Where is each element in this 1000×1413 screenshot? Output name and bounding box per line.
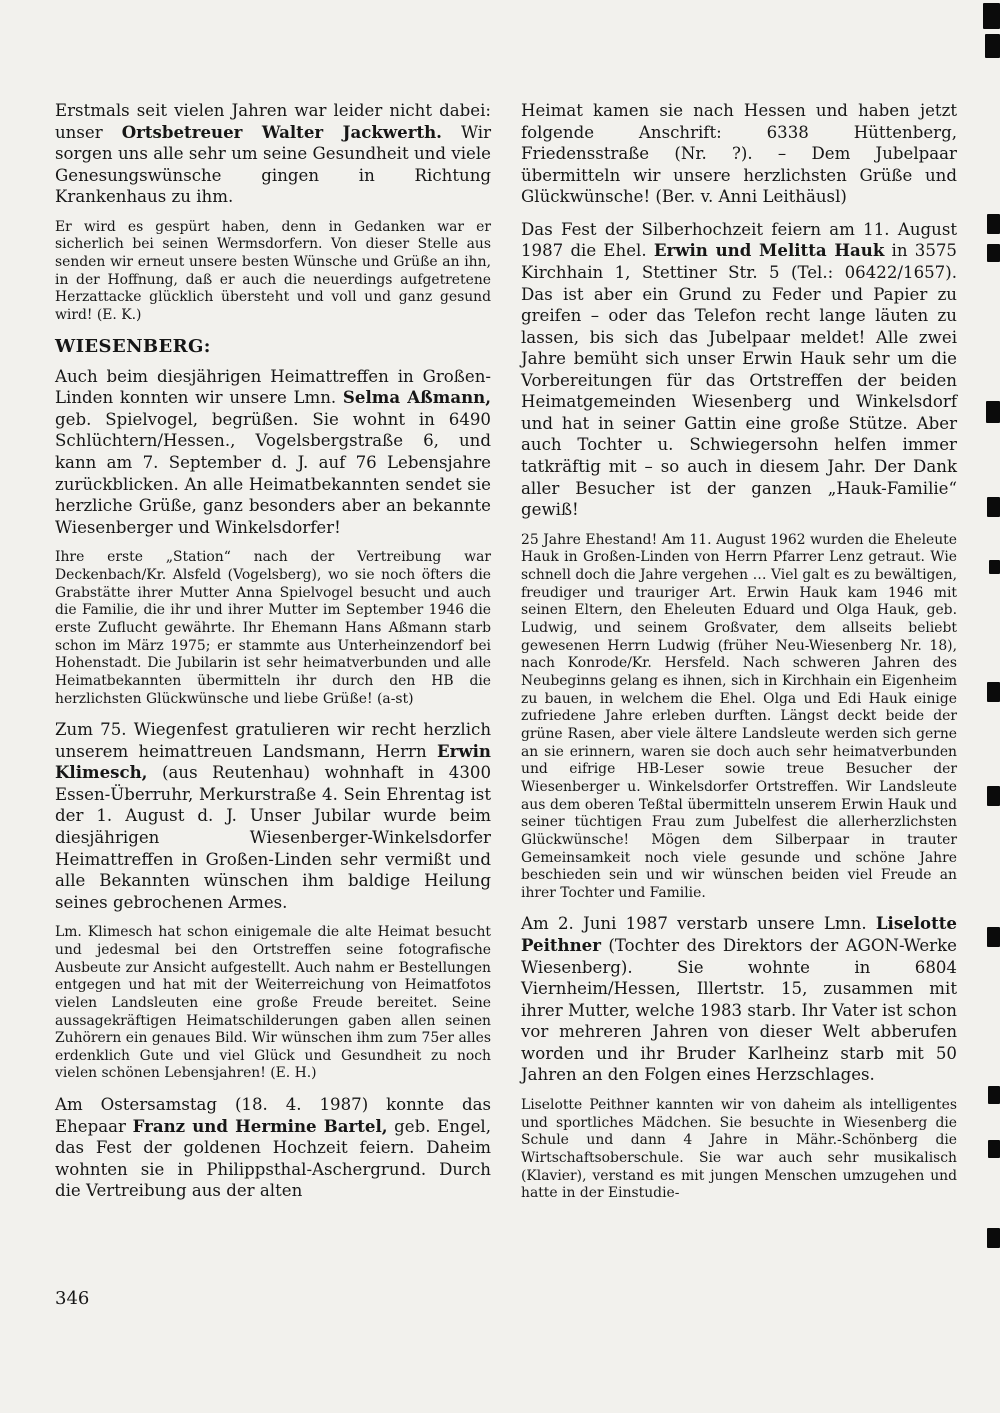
text-run-bold: Franz und Hermine Bartel, — [132, 1115, 388, 1136]
paragraph-bartel — [55, 1094, 491, 1202]
text-run: geb. Spielvogel, begrüßen. Sie wohnt in 6490 Schlüchtern/Hessen., Vogelsbergstraße 6, und kann am 7. September d. J. auf 76 Lebensjahre zurückblicken. An alle Heimatbekannten sendet sie herzliche Grüße, ganz besonders aber an bekannte Wiesenberger und Winkelsdorfer! — [55, 409, 491, 537]
paragraph-bartel-continuation: Heimat kamen sie nach Hessen und haben jetzt folgende Anschrift: 6338 Hüttenberg, Friedensstraße (Nr. ?). – Dem Jubelpaar übermitteln wir unsere herzlichsten Grüße und Glückwünsche! (Ber. v. Anni Leithäusl) — [521, 101, 957, 207]
text-run-bold: Selma Aßmann, — [342, 387, 491, 408]
scan-artifact — [987, 1228, 1000, 1248]
text-run: Zum 75. Wiegenfest gratulieren wir recht herzlich unserem heimattreuen Landsmann, Herrn — [55, 720, 491, 761]
scan-artifact — [983, 3, 1000, 29]
text-run-bold: Erwin und Melitta Hauk — [653, 240, 885, 261]
scan-artifact — [986, 401, 1000, 423]
text-run: (Tochter des Direktors der AGON-Werke Wiesenberg). Sie wohnte in 6804 Viernheim/Hessen, Illertstr. 15, zusammen mit ihrer Mutter, welche 1983 starb. Ihr Vater ist schon vor mehreren Jahren von dieser Welt abberufen worden und ihr Bruder Karlheinz starb mit 50 Jahren an den Folgen eines Herzschlages. — [521, 936, 957, 1085]
right-column — [521, 100, 957, 1214]
scan-artifact — [988, 1086, 1000, 1104]
scan-artifact — [987, 682, 1000, 702]
text-run: Auch beim diesjährigen Heimattreffen in Großen-Linden konnten wir unsere Lmn. — [55, 366, 491, 408]
text-run: geb. Engel, das Fest der goldenen Hochzeit feiern. Daheim wohnten sie in Philippsthal-Aschergrund. Durch die Vertreibung aus der alten — [55, 1116, 491, 1201]
scan-artifact — [987, 927, 1000, 947]
text-run: in 3575 Kirchhain 1, Stettiner Str. 5 (Tel.: 06422/1657). Das ist aber ein Grund zu Feder und Papier zu greifen – oder das Telefon recht lange läuten zu lassen, bis sich das Jubelpaar meldet! Alle zwei Jahre bemüht sich unser Erwin Hauk sehr um die Vorbereitungen für das Ortstreffen der beiden Heimatgemeinden Wiesenberg und Winkelsdorf und hat in seiner Gattin eine große Stütze. Aber auch Tochter u. Schwiegersohn helfen immer tatkräftig mit – so auch in diesem Jahr. Der Dank aller Besucher ist der ganzen „Hauk-Familie“ gewiß! — [521, 241, 957, 520]
paragraph-assmann — [55, 366, 491, 539]
scan-artifact — [987, 786, 1000, 806]
scan-artifact — [987, 244, 1000, 262]
text-columns — [55, 100, 957, 1214]
text-run: Erstmals seit vielen Jahren war leider nicht dabei: unser — [55, 101, 491, 142]
scan-artifact-strip — [980, 0, 1000, 1413]
text-run-bold: Ortsbetreuer Walter Jackwerth. — [121, 121, 442, 142]
text-run: Am 2. Juni 1987 verstarb unsere Lmn. — [521, 914, 876, 934]
paragraph-peithner — [521, 913, 957, 1086]
text-run: (aus Reutenhau) wohnhaft in 4300 Essen-Überruhr, Merkurstraße 4. Sein Ehrentag ist der 1. August d. J. Unser Jubilar wurde beim diesjährigen Wiesenberger-Winkelsdorfer Heimattreffen in Großen-Linden sehr vermißt und alle Bekannten wünschen ihm baldige Heilung seines gebrochenen Armes. — [55, 763, 491, 912]
scan-artifact — [987, 214, 1000, 234]
scan-artifact — [987, 497, 1000, 517]
paragraph-klimesch — [55, 719, 491, 913]
note-peithner: Liselotte Peithner kannten wir von daheim als intelligentes und sportliches Mädchen. Sie besuchte in Wiesenberg die Schule und dann 4 Jahre in Mähr.-Schönberg die Wirtschaftsoberschule. Sie war auch sehr musikalisch (Klavier), verstand es mit jungen Menschen umzugehen und hatte in der Einstudie- — [521, 1096, 957, 1202]
section-heading-wiesenberg: WIESENBERG: — [55, 335, 211, 357]
scan-artifact — [988, 1140, 1000, 1158]
text-run: Das Fest der Silberhochzeit feiern am 11. August 1987 die Ehel. — [521, 219, 957, 261]
text-run-bold: Erwin Klimesch, — [55, 740, 491, 783]
note-hauk: 25 Jahre Ehestand! Am 11. August 1962 wurden die Eheleute Hauk in Großen-Linden von Herrn Pfarrer Lenz getraut. Wie schnell doch die Jahre vergehen … Viel galt es zu bewältigen, freudiger und trauriger Art. Erwin Hauk kam 1946 mit seinen Eltern, den Eheleuten Eduard und Olga Hauk, geb. Ludwig, und seinem Großvater, dem allseits beliebt gewesenen Herrn Ludwig (früher Neu-Wiesenberg Nr. 18), nach Konrode/Kr. Hersfeld. Nach schweren Jahren des Neubeginns gelang es ihnen, sich in Kirchhain ein Eigenheim zu bauen, in welchem die Ehel. Olga und Edi Hauk einige zufriedene Jahre erleben durften. Längst deckt beide der grüne Rasen, aber viele ältere Landsleute werden sich gerne an sie erinnern, waren sie doch auch sehr heimatverbunden und eifrige HB-Leser sowie treue Besucher der Wiesenberger u. Winkelsdorfer Ortstreffen. Wir Landsleute aus dem oberen Teßtal übermitteln unserem Erwin Hauk und seiner tüchtigen Frau zum Jubelfest die allerherzlichsten Glückwünsche! Mögen dem Silberpaar in trauter Gemeinsamkeit noch viele gesunde und schöne Jahre beschieden sein und wir wünschen beiden viel Freude an ihrer Tochter und Familie. — [521, 531, 957, 901]
text-run: Wir sorgen uns alle sehr um seine Gesundheit und viele Genesungswünsche gingen in Richtung Krankenhaus zu ihm. — [55, 122, 492, 207]
note-assmann: Ihre erste „Station“ nach der Vertreibung war Deckenbach/Kr. Alsfeld (Vogelsberg), wo sie noch öfters die Grabstätte ihrer Mutter Anna Spielvogel besucht und auch die Familie, die ihr und ihrer Mutter im September 1946 die erste Zuflucht gewährte. Ihr Ehemann Hans Aßmann starb schon im März 1975; er stammte aus Unterheinzendorf bei Hohenstadt. Die Jubilarin ist sehr heimatverbunden und alle Heimatbekannten übermitteln ihr durch den HB die herzlichsten Glückwünsche und liebe Grüße! (a-st) — [55, 549, 491, 707]
paragraph-hauk — [521, 219, 957, 521]
text-run-bold: Liselotte Peithner — [521, 913, 957, 956]
paragraph-jackwerth — [55, 100, 491, 208]
text-run: Am Ostersamstag (18. 4. 1987) konnte das Ehepaar — [55, 1095, 491, 1136]
scan-artifact — [989, 560, 1000, 574]
scan-artifact — [985, 34, 1000, 58]
left-column — [55, 100, 491, 1214]
note-klimesch: Lm. Klimesch hat schon einigemale die alte Heimat besucht und jedesmal bei den Ortstreffen seine fotografische Ausbeute zur Ansicht aufgestellt. Auch nahm er Bestellungen entgegen und hat mit der Weiterreichung von Heimatfotos vielen Landsleuten eine große Freude bereitet. Seine aussagekräftigen Heimatschilderungen gaben allen seinen Zuhörern ein genaues Bild. Wir wünschen ihm zum 75er alles erdenklich Gute und viel Glück und Gesundheit zu noch vielen schönen Lebensjahren! (E. H.) — [55, 924, 491, 1082]
note-jackwerth: Er wird es gespürt haben, denn in Gedanken war er sicherlich bei seinen Wermsdorfern. Von dieser Stelle aus senden wir erneut unsere besten Wünsche und Grüße an ihn, in der Hoffnung, daß er auch die neuerdings aufgetretene Herzattacke glücklich übersteht und voll und ganz gesund wird! (E. K.) — [55, 218, 491, 324]
page-number: 346 — [55, 1288, 90, 1309]
